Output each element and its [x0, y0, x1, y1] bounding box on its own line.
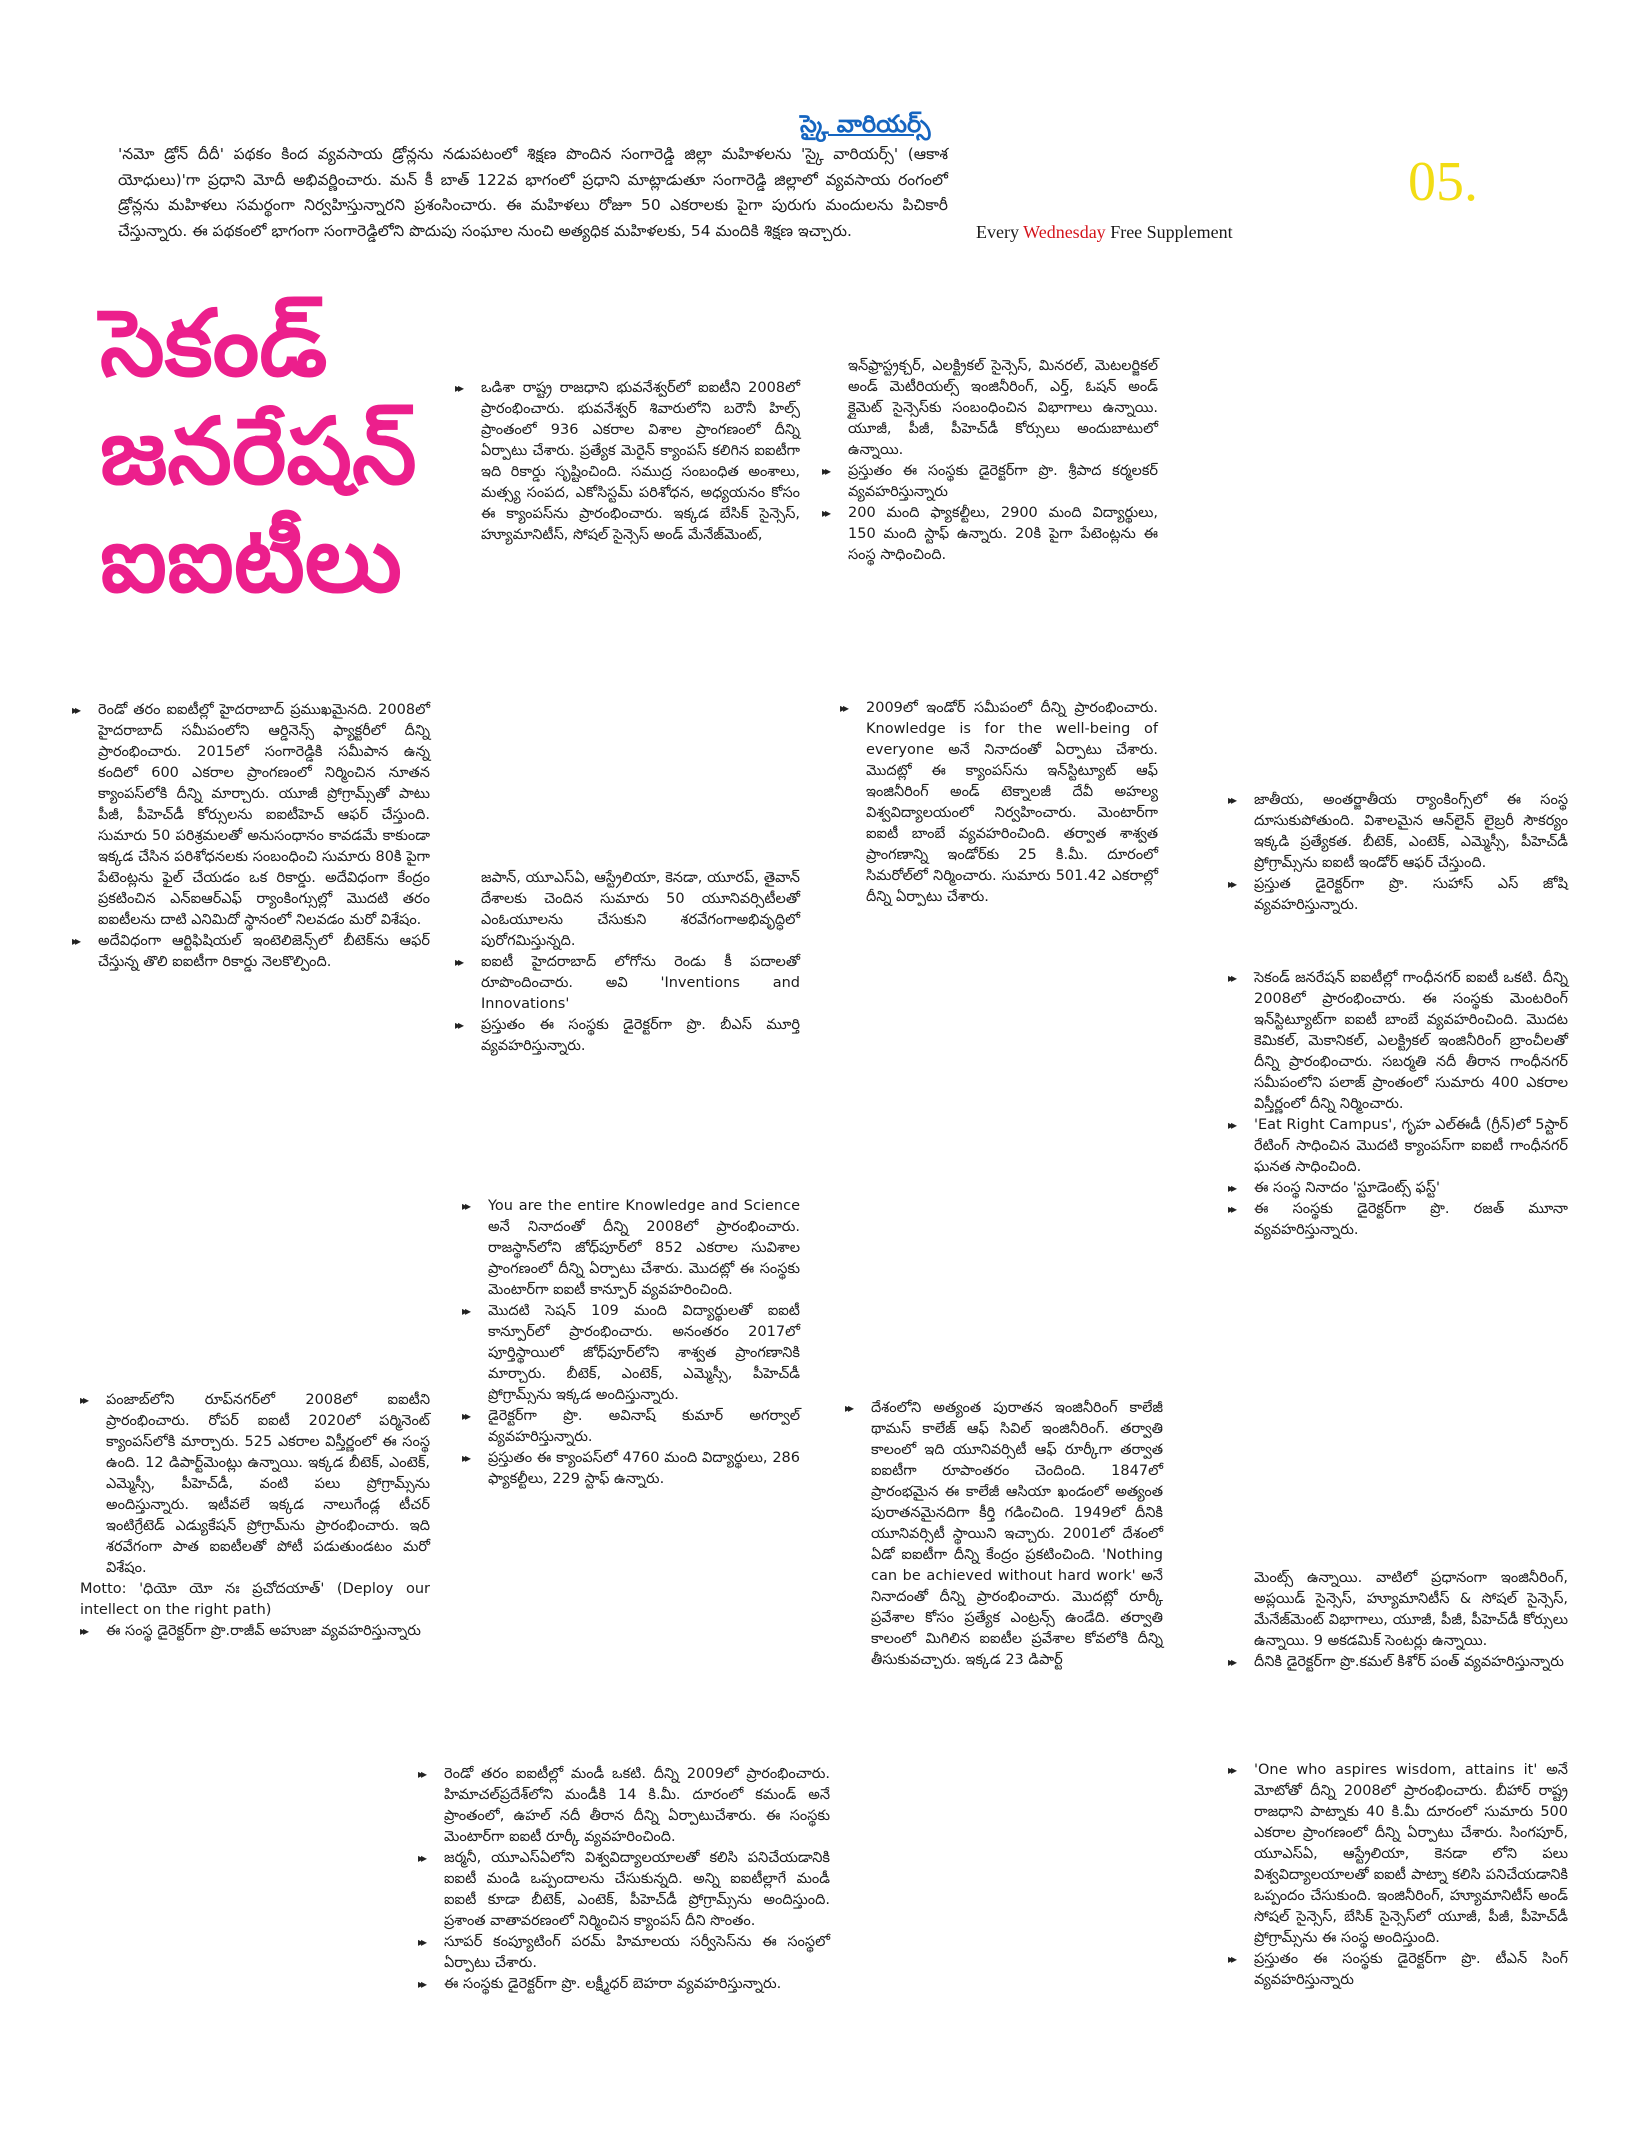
bullet-roorkee-1: ▸▸ దేశంలోని అత్యంత పురాతన ఇంజినీరింగ్ కాలేజీ థామస్ కాలేజ్ ఆఫ్ సివిల్ ఇంజినీరింగ్. తర్వాతి కాలంలో ఇది యూనివర్సిటీ ఆఫ్ రూర్కీగా తర్వాత ఐఐటీగా రూపాంతరం చెందింది. 1847లో ప్రారంభమైన ఈ కాలేజీ ఆసియా ఖండంలో అత్యంత పురాతనమైనదిగా కీర్తి గడించింది. 1949లో దీనికి యూనివర్సిటీ స్థాయిని ఇచ్చారు. 2001లో దేశంలో ఏడో ఐఐటీగా దీన్ని కేంద్రం ప్రకటించింది. 'Nothing can be achieved without hard work' అనే నినాదంతో దీన్ని ప్రారంభించారు. మొదట్లో రూర్కీ ప్రవేశాల కోసం ప్రత్యేక ఎంట్రన్స్ ఉండేది. తర్వాతి కాలంలో మిగిలిన ఐఐటీల ప్రవేశాల కోవలోకి దీన్ని తీసుకువచ్చారు. ఇక్కడ 23 డిపార్ట్	[845, 1398, 1163, 1671]
supplement-line	[976, 222, 1233, 243]
bullet-mandi-4: ▸▸ ఈ సంస్థకు డైరెక్టర్‌గా ప్రొ. లక్ష్మీధర్ బెహరా వ్యవహరిస్తున్నారు.	[418, 1974, 830, 1995]
headline-line-3: ఐఐటీలు	[100, 506, 402, 613]
bullet-gandhinagar-2: ▸▸ 'Eat Right Campus', గృహ ఎల్ఈడీ (గ్రీన్)లో 5స్టార్ రేటింగ్ సాధించిన మొదటి క్యాంపస్‌గా ఐఐటీ గాంధీనగర్ ఘనత సాధించింది.	[1228, 1115, 1568, 1178]
article-roorkee	[845, 1398, 1163, 1671]
bullet-patna-director: ▸▸ ప్రస్తుతం ఈ సంస్థకు డైరెక్టర్‌గా ప్రొ. టీఎన్ సింగ్ వ్యవహరిస్తున్నారు	[1228, 1949, 1568, 1991]
article-patna	[1228, 1760, 1568, 1991]
bullet-patna-1: ▸▸ 'One who aspires wisdom, attains it' అనే మోటోతో దీన్ని 2008లో ప్రారంభించారు. బీహార్ రాష్ట్ర రాజధాని పాట్నాకు 40 కి.మీ దూరంలో సుమారు 500 ఎకరాల ప్రాంగణంలో దీన్ని ఏర్పాటు చేశారు. సింగపూర్, యూఎస్ఏ, ఆస్ట్రేలియా, కెనడా లోని పలు విశ్వవిద్యాలయాలతో ఐఐటీ పాట్నా కలిసి పనిచేయడానికి ఒప్పందం చేసుకుంది. ఇంజినీరింగ్, హ్యూమానిటీస్ అండ్ సోషల్ సైన్సెస్, బేసిక్ సైన్సెస్‌లో యూజీ, పీజీ, పీహెచ్‌డీ ప్రోగ్రామ్స్‌ను ఈ సంస్థ అందిస్తుంది.	[1228, 1760, 1568, 1949]
para-hyderabad-cont: జపాన్, యూఎస్ఏ, ఆస్ట్రేలియా, కెనడా, యూరప్, తైవాన్ దేశాలకు చెందిన సుమారు 50 యూనివర్సిటీలతో ఎంఓయూలను చేసుకుని శరవేగంగాఅభివృద్ధిలో పురోగమిస్తున్నది.	[481, 870, 800, 949]
bullet-hyderabad-director: ▸▸ ప్రస్తుతం ఈ సంస్థకు డైరెక్టర్‌గా ప్రొ. బీఎస్ మూర్తి వ్యవహరిస్తున్నారు.	[455, 1015, 800, 1057]
article-bhubaneswar	[455, 378, 800, 546]
supplement-post: Free Supplement	[1105, 222, 1233, 242]
article-indore-cont	[1228, 790, 1568, 916]
bullet-bhubaneswar-stats: ▸▸ 200 మంది ఫ్యాకల్టీలు, 2900 మంది విద్యార్థులు, 150 మంది స్టాఫ్ ఉన్నారు. 20కి పైగా పేటెంట్లను ఈ సంస్థ సాధించింది.	[822, 503, 1158, 566]
bullet-jodhpur-2: ▸▸ మొదటి సెషన్ 109 మంది విద్యార్థులతో ఐఐటీ కాన్పూర్‌లో ప్రారంభించారు. అనంతరం 2017లో పూర్తిస్థాయిలో జోధ్‌పూర్‌లోని శాశ్వత ప్రాంగణానికి మార్చారు. బీటెక్, ఎంటెక్, ఎమ్మెస్సీ, పీహెచ్‌డీ ప్రోగ్రామ్స్‌ను ఇక్కడ అందిస్తున్నారు.	[462, 1301, 800, 1406]
bullet-ropar-1: ▸▸ పంజాబ్‌లోని రూప్‌నగర్‌లో 2008లో ఐఐటీని ప్రారంభించారు. రోపర్ ఐఐటీ 2020లో పర్మినెంట్ క్యాంపస్‌లోకి మార్చారు. 525 ఎకరాల విస్తీర్ణంలో ఈ సంస్థ ఉంది. 12 డిపార్ట్‌మెంట్లు ఉన్నాయి. ఇక్కడ బీటెక్, ఎంటెక్, ఎమ్మెస్సీ, పీహెచ్‌డీ, వంటి పలు ప్రోగ్రామ్స్‌ను అందిస్తున్నారు. ఇటీవలే ఇక్కడ నాలుగేండ్ల టీచర్ ఇంటిగ్రేటెడ్ ఎడ్యుకేషన్ ప్రోగ్రామ్‌ను ప్రారంభించారు. ఇది శరవేగంగా పాత ఐఐటీలతో పోటీ పడుతుండటం మరో విశేషం.	[80, 1390, 430, 1579]
article-hyderabad	[72, 700, 430, 973]
bullet-hyderabad-logo: ▸▸ ఐఐటీ హైదరాబాద్ లోగోను రెండు కీ పదాలతో రూపొందించారు. అవి 'Inventions and Innovations'	[455, 952, 800, 1015]
bullet-jodhpur-3: ▸▸ డైరెక్టర్‌గా ప్రొ. అవినాష్ కుమార్ అగర్వాల్ వ్యవహరిస్తున్నారు.	[462, 1406, 800, 1448]
article-gandhinagar	[1228, 968, 1568, 1241]
headline-line-2: జనరేషన్	[100, 398, 417, 505]
headline-line-1: సెకండ్	[100, 290, 328, 397]
bullet-indore-rankings: ▸▸ జాతీయ, అంతర్జాతీయ ర్యాంకింగ్స్‌లో ఈ సంస్థ దూసుకుపోతుంది. విశాలమైన ఆన్‌లైన్ లైబ్రరీ సౌకర్యం ఇక్కడి ప్రత్యేకత. బీటెక్, ఎంటెక్, ఎమ్మెస్సీ, పీహెచ్‌డీ ప్రోగ్రామ్స్‌ను ఐఐటీ ఇండోర్ ఆఫర్ చేస్తుంది.	[1228, 790, 1568, 874]
headline	[100, 290, 440, 614]
bullet-bhubaneswar-director: ▸▸ ప్రస్తుతం ఈ సంస్థకు డైరెక్టర్‌గా ప్రొ. శ్రీపాద కర్మలకర్ వ్యవహరిస్తున్నారు	[822, 461, 1158, 503]
bullet-ropar-director: ▸▸ ఈ సంస్థ డైరెక్టర్‌గా ప్రొ.రాజీవ్ అహుజా వ్యవహరిస్తున్నారు	[80, 1621, 430, 1642]
ropar-motto: Motto: 'ధియో యో నః ప్రచోదయాత్' (Deploy our intellect on the right path)	[80, 1581, 430, 1618]
para-bhubaneswar-cont: ఇన్‌ఫ్రాస్ట్రక్చర్, ఎలక్ట్రికల్ సైన్సెస్, మినరల్, మెటలర్జికల్ అండ్ మెటీరియల్స్ ఇంజినీరింగ్, ఎర్త్, ఓషన్ అండ్ క్లైమెట్ సైన్సెస్‌కు సంబంధించిన విభాగాలు ఉన్నాయి. యూజీ, పీజీ, పీహెచ్‌డీ కోర్సులు అందుబాటులో ఉన్నాయి.	[848, 358, 1158, 458]
bullet-gandhinagar-4: ▸▸ ఈ సంస్థకు డైరెక్టర్‌గా ప్రొ. రజత్ మూనా వ్యవహరిస్తున్నారు.	[1228, 1199, 1568, 1241]
bullet-gandhinagar-1: ▸▸ సెకండ్ జనరేషన్ ఐఐటీల్లో గాంధీనగర్ ఐఐటీ ఒకటి. దీన్ని 2008లో ప్రారంభించారు. ఈ సంస్థకు మెంటరింగ్ ఇన్‌స్టిట్యూట్‌గా ఐఐటీ బాంబే వ్యవహరించింది. మొదట కెమికల్, మెకానికల్, ఎలక్ట్రికల్ ఇంజినీరింగ్ బ్రాంచీలతో దీన్ని ప్రారంభించారు. సబర్మతి నదీ తీరాన గాంధీనగర్ సమీపంలోని పలాజ్ ప్రాంతంలో సుమారు 400 ఎకరాల విస్తీర్ణంలో దీన్ని నిర్మించారు.	[1228, 968, 1568, 1115]
article-roorkee-cont	[1228, 1568, 1568, 1673]
article-indore	[840, 698, 1158, 908]
bullet-bhubaneswar-1: ▸▸ ఒడిశా రాష్ట్ర రాజధాని భువనేశ్వర్‌లో ఐఐటీని 2008లో ప్రారంభించారు. భువనేశ్వర్ శివారులోని బరౌనీ హిల్స్ ప్రాంతంలో 936 ఎకరాల విశాల ప్రాంగణంలో దీన్ని ఏర్పాటు చేశారు. ప్రత్యేక మెరైన్ క్యాంపస్ కలిగిన ఐఐటీగా ఇది రికార్డు సృష్టించింది. సముద్ర సంబంధిత అంశాలు, మత్స్య సంపద, ఎకోసిస్టమ్ పరిశోధన, అధ్యయనం కోసం ఈ క్యాంపస్‌ను ప్రారంభించారు. ఇక్కడ బేసిక్ సైన్సెస్, హ్యూమానిటీస్, సోషల్ సైన్సెస్ అండ్ మేనేజ్‌మెంట్,	[455, 378, 800, 546]
supplement-pre: Every	[976, 222, 1024, 242]
bullet-jodhpur-1: ▸▸ You are the entire Knowledge and Science అనే నినాదంతో దీన్ని 2008లో ప్రారంభించారు. రాజస్థాన్‌లోని జోధ్‌పూర్‌లో 852 ఎకరాల సువిశాల ప్రాంగణంలో దీన్ని ఏర్పాటు చేశారు. మొదట్లో ఈ సంస్థకు మెంటార్‌గా ఐఐటీ కాన్పూర్ వ్యవహరించింది.	[462, 1196, 800, 1301]
article-bhubaneswar-cont	[822, 356, 1158, 566]
section-title: స్కై వారియర్స్	[800, 110, 931, 138]
article-ropar	[80, 1390, 430, 1642]
bullet-mandi-2: ▸▸ జర్మనీ, యూఎస్ఏలోని విశ్వవిద్యాలయాలతో కలిసి పనిచేయడానికి ఐఐటీ మండి ఒప్పందాలను చేసుకున్నది. అన్ని ఐఐటీల్లాగే మండీ ఐఐటీ కూడా బీటెక్, ఎంటెక్, పీహెచ్‌డీ ప్రోగ్రామ్స్‌ను అందిస్తుంది. ప్రశాంత వాతావరణంలో నిర్మించిన క్యాంపస్ దీని సొంతం.	[418, 1848, 830, 1932]
bullet-mandi-1: ▸▸ రెండో తరం ఐఐటీల్లో మండీ ఒకటి. దీన్ని 2009లో ప్రారంభించారు. హిమాచల్‌ప్రదేశ్‌లోని మండీకి 14 కి.మీ. దూరంలో కమండ్ అనే ప్రాంతంలో, ఉహల్ నదీ తీరాన దీన్ని ఏర్పాటుచేశారు. ఈ సంస్థకు మెంటార్‌గా ఐఐటీ రూర్కీ వ్యవహరించింది.	[418, 1764, 830, 1848]
article-hyderabad-cont	[455, 868, 800, 1057]
bullet-indore-director: ▸▸ ప్రస్తుత డైరెక్టర్‌గా ప్రొ. సుహాస్ ఎస్ జోషి వ్యవహరిస్తున్నారు.	[1228, 874, 1568, 916]
bullet-jodhpur-4: ▸▸ ప్రస్తుతం ఈ క్యాంపస్‌లో 4760 మంది విద్యార్థులు, 286 ఫ్యాకల్టీలు, 229 స్టాఫ్ ఉన్నారు.	[462, 1448, 800, 1490]
article-jodhpur	[462, 1196, 800, 1490]
page-number: 05.	[1408, 151, 1478, 213]
para-roorkee-cont: మెంట్స్ ఉన్నాయి. వాటిలో ప్రధానంగా ఇంజినీరింగ్, అప్లయిడ్ సైన్సెస్, హ్యూమానిటీస్ & సోషల్ సైన్సెస్, మేనేజ్‌మెంట్ విభాగాలు, యూజీ, పీజీ, పీహెచ్‌డీ కోర్సులు ఉన్నాయి. 9 అకడమిక్ సెంటర్లు ఉన్నాయి.	[1254, 1570, 1568, 1649]
bullet-hyderabad-1: ▸▸ రెండో తరం ఐఐటీల్లో హైదరాబాద్ ప్రముఖమైనది. 2008లో హైదరాబాద్ సమీపంలోని ఆర్డినెన్స్ ఫ్యాక్టరీలో దీన్ని ప్రారంభించారు. 2015లో సంగారెడ్డికి సమీపాన ఉన్న కందిలో 600 ఎకరాల ప్రాంగణంలో నిర్మించిన నూతన క్యాంపస్‌లోకి దీన్ని మార్చారు. యూజీ ప్రోగ్రామ్స్‌తో పాటు పీజీ, పీహెచ్‌డీ కోర్సులను ఐఐటీహెచ్ ఆఫర్ చేస్తుంది. సుమారు 50 పరిశ్రమలతో అనుసంధానం కావడమే కాకుండా ఇక్కడ చేసిన పరిశోధనలకు సంబంధించి సుమారు 80కి పైగా పేటెంట్లను ఫైల్ చేయడం ఒక రికార్డు. అదేవిధంగా కేంద్రం ప్రకటించిన ఎన్ఐఆర్ఎఫ్ ర్యాంకింగ్సుల్లో మొదటి తరం ఐఐటీలను దాటి ఎనిమిదో స్థానంలో నిలవడం మరో విశేషం.	[72, 700, 430, 931]
bullet-roorkee-director: ▸▸ దీనికి డైరెక్టర్‌గా ప్రొ.కమల్ కిశోర్ పంత్ వ్యవహరిస్తున్నారు	[1228, 1652, 1568, 1673]
intro-paragraph: 'నమో డ్రోన్ దీదీ' పథకం కింద వ్యవసాయ డ్రోన్లను నడుపటంలో శిక్షణ పొందిన సంగారెడ్డి జిల్లా మహిళలను 'స్కై వారియర్స్' (ఆకాశ యోధులు)'గా ప్రధాని మోదీ అభివర్ణించారు. మన్ కీ బాత్ 122వ భాగంలో ప్రధాని మాట్లాడుతూ సంగారెడ్డి జిల్లాలో వ్యవసాయ రంగంలో డ్రోన్లను మహిళలు సమర్థంగా నిర్వహిస్తున్నారని ప్రశంసించారు. ఈ మహిళలు రోజూ 50 ఎకరాలకు పైగా పురుగు మందులను పిచికారీ చేస్తున్నారు. ఈ పథకంలో భాగంగా సంగారెడ్డిలోని పొదుపు సంఘాల నుంచి అత్యధిక మహిళలకు, 54 మందికి శిక్షణ ఇచ్చారు.	[118, 145, 948, 240]
supplement-day: Wednesday	[1023, 222, 1106, 242]
article-mandi	[418, 1764, 830, 1995]
bullet-mandi-3: ▸▸ సూపర్ కంప్యూటింగ్ పరమ్ హిమాలయ సర్వీసెస్‌ను ఈ సంస్థలో ఏర్పాటు చేశారు.	[418, 1932, 830, 1974]
bullet-indore-1: ▸▸ 2009లో ఇండోర్ సమీపంలో దీన్ని ప్రారంభించారు. Knowledge is for the well-being of everyone అనే నినాదంతో ఏర్పాటు చేశారు. మొదట్లో ఈ క్యాంపస్‌ను ఇన్‌స్టిట్యూట్ ఆఫ్ ఇంజినీరింగ్ అండ్ టెక్నాలజీ దేవీ అహల్య విశ్వవిద్యాలయంలో నిర్వహించారు. మెంటార్‌గా ఐఐటీ బాంబే వ్యవహరించింది. తర్వాత శాశ్వత ప్రాంగణాన్ని ఇండోర్‌కు 25 కి.మీ. దూరంలో సిమరోల్‌లో నిర్మించారు. సుమారు 501.42 ఎకరాల్లో దీన్ని ఏర్పాటు చేశారు.	[840, 698, 1158, 908]
bullet-hyderabad-2: ▸▸ అదేవిధంగా ఆర్టిఫిషియల్ ఇంటెలిజెన్స్‌లో బీటెక్‌ను ఆఫర్ చేస్తున్న తొలి ఐఐటీగా రికార్డు నెలకొల్పింది.	[72, 931, 430, 973]
bullet-gandhinagar-3: ▸▸ ఈ సంస్థ నినాదం 'స్టూడెంట్స్ ఫస్ట్'	[1228, 1178, 1568, 1199]
